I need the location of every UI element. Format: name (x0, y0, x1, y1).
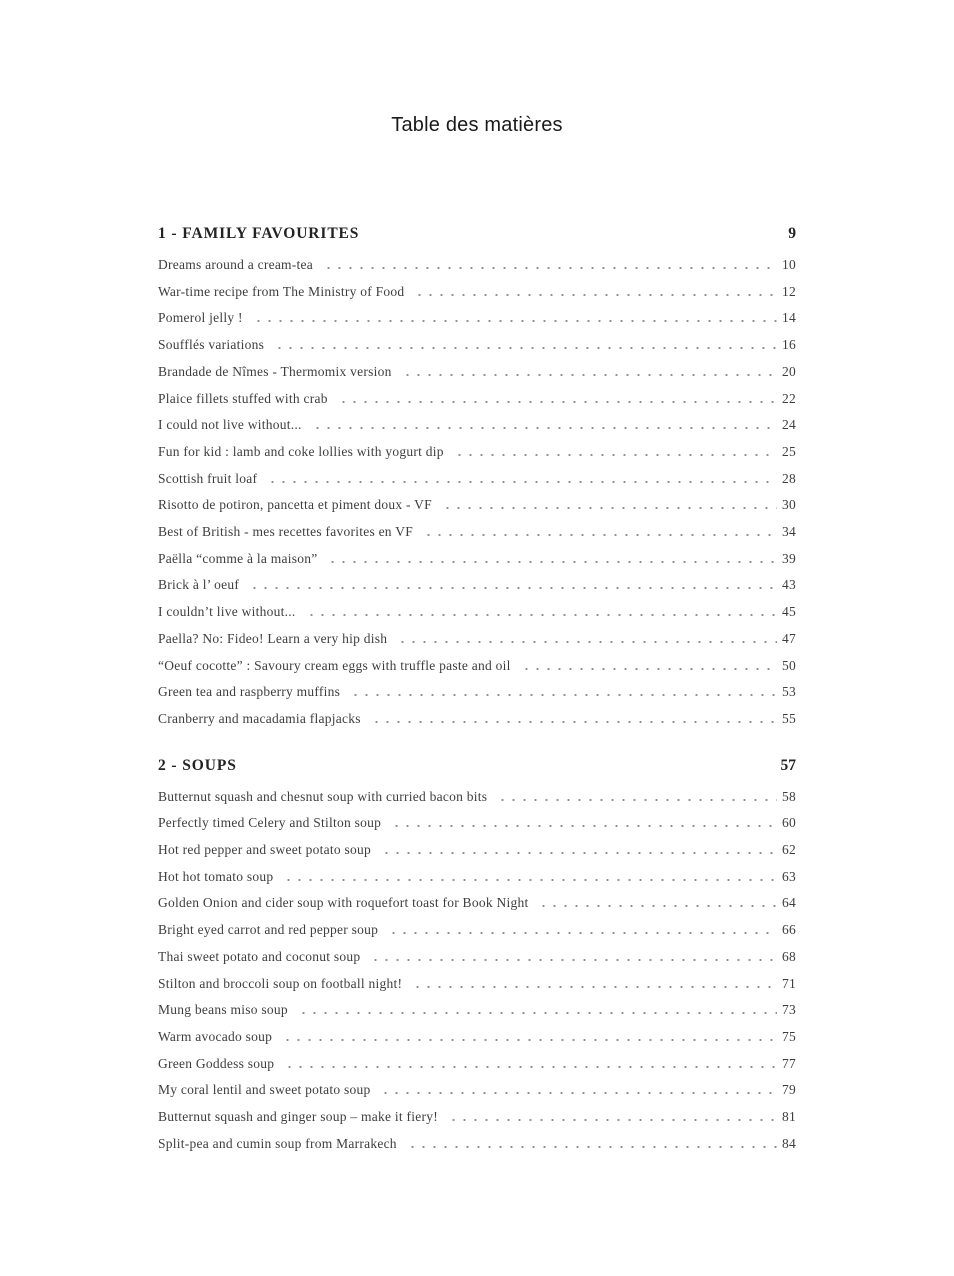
dot-leader (538, 905, 777, 907)
dot-leader (391, 825, 777, 827)
entry-title: War-time recipe from The Ministry of Food (158, 283, 405, 299)
dot-leader (282, 1039, 777, 1041)
toc-entry (158, 492, 796, 519)
entry-title: Bright eyed carrot and red pepper soup (158, 922, 379, 938)
toc-entry (158, 359, 796, 386)
section-title: 2 - SOUPS (158, 756, 237, 774)
entry-page-number: 50 (782, 657, 796, 673)
dot-leader (388, 932, 777, 934)
entry-title: Brick à l’ oeuf (158, 577, 240, 593)
toc-entry (158, 810, 796, 837)
toc-entry (158, 706, 796, 733)
entry-page-number: 43 (782, 577, 796, 593)
entry-title: Soufflés variations (158, 337, 265, 353)
entry-title: Split-pea and cumin soup from Marrakech (158, 1135, 397, 1151)
entry-title: Green tea and raspberry muffins (158, 684, 341, 700)
entry-title: Hot red pepper and sweet potato soup (158, 842, 371, 858)
entry-page-number: 63 (782, 868, 796, 884)
entry-page-number: 68 (782, 948, 796, 964)
entry-title: Fun for kid : lamb and coke lollies with yogurt dip (158, 443, 444, 459)
entry-page-number: 45 (782, 604, 796, 620)
section-header (158, 225, 796, 243)
entry-page-number: 84 (782, 1135, 796, 1151)
dot-leader (370, 959, 777, 961)
entry-title: “Oeuf cocotte” : Savoury cream eggs with truffle paste and oil (158, 657, 511, 673)
toc-entry (158, 653, 796, 680)
toc-entry (158, 917, 796, 944)
entry-page-number: 10 (782, 257, 796, 272)
entry-title: Butternut squash and chesnut soup with curried bacon bits (158, 788, 488, 804)
entry-page-number: 28 (782, 470, 796, 486)
toc-entry (158, 599, 796, 626)
entry-page-number: 62 (782, 842, 796, 858)
entry-title: Perfectly timed Celery and Stilton soup (158, 815, 382, 831)
toc-entry (158, 1131, 796, 1158)
toc-section (158, 225, 796, 733)
table-of-contents (158, 225, 796, 1158)
toc-entry (158, 519, 796, 546)
entry-page-number: 16 (782, 337, 796, 353)
dot-leader (284, 1066, 777, 1068)
entry-page-number: 24 (782, 417, 796, 433)
toc-entry (158, 944, 796, 971)
section-page-number: 9 (788, 225, 796, 242)
dot-leader (381, 852, 777, 854)
section-title: 1 - FAMILY FAVOURITES (158, 225, 360, 242)
entry-page-number: 73 (782, 1002, 796, 1018)
toc-entry (158, 997, 796, 1024)
entry-title: Stilton and broccoli soup on football night! (158, 975, 403, 991)
entry-page-number: 77 (782, 1055, 796, 1071)
entry-page-number: 71 (782, 975, 796, 991)
dot-leader (414, 294, 777, 296)
entry-page-number: 58 (782, 788, 796, 804)
dot-leader (323, 267, 777, 269)
dot-leader (298, 1012, 777, 1014)
entry-page-number: 64 (782, 895, 796, 911)
page-title: Table des matières (391, 114, 563, 136)
dot-leader (306, 614, 778, 616)
toc-entry (158, 466, 796, 493)
dot-leader (253, 320, 777, 322)
dot-leader (521, 668, 777, 670)
toc-entry (158, 279, 796, 306)
entry-page-number: 60 (782, 815, 796, 831)
dot-leader (442, 507, 777, 509)
dot-leader (338, 401, 777, 403)
entry-title: Golden Onion and cider soup with roquefort toast for Book Night (158, 895, 529, 911)
toc-entry (158, 626, 796, 653)
entry-page-number: 47 (782, 630, 796, 646)
dot-leader (380, 1092, 777, 1094)
toc-entry (158, 305, 796, 332)
dot-leader (497, 799, 777, 801)
entry-title: I could not live without... (158, 417, 302, 433)
dot-leader (312, 427, 777, 429)
toc-entry (158, 1051, 796, 1078)
dot-leader (407, 1146, 777, 1148)
dot-leader (371, 721, 777, 723)
entry-title: My coral lentil and sweet potato soup (158, 1082, 371, 1098)
entry-page-number: 30 (782, 497, 796, 513)
toc-entry (158, 837, 796, 864)
toc-entry (158, 412, 796, 439)
toc-entry (158, 572, 796, 599)
entry-title: Paëlla “comme à la maison” (158, 550, 318, 566)
entry-title: Thai sweet potato and coconut soup (158, 948, 361, 964)
dot-leader (397, 641, 777, 643)
toc-entry (158, 1024, 796, 1051)
entry-page-number: 55 (782, 710, 796, 726)
entry-title: Pomerol jelly ! (158, 310, 243, 326)
toc-entry (158, 546, 796, 573)
entry-title: Plaice fillets stuffed with crab (158, 390, 328, 406)
entry-page-number: 53 (782, 684, 796, 700)
section-page-number: 57 (780, 756, 796, 774)
toc-entry (158, 332, 796, 359)
section-header (158, 757, 796, 775)
dot-leader (454, 454, 777, 456)
entry-page-number: 75 (782, 1028, 796, 1044)
entry-page-number: 20 (782, 363, 796, 379)
entry-page-number: 39 (782, 550, 796, 566)
entry-title: I couldn’t live without... (158, 604, 296, 620)
dot-leader (267, 481, 777, 483)
entry-page-number: 25 (782, 443, 796, 459)
entry-title: Dreams around a cream-tea (158, 257, 314, 272)
dot-leader (283, 879, 777, 881)
dot-leader (448, 1119, 777, 1121)
entry-title: Green Goddess soup (158, 1055, 275, 1071)
dot-leader (402, 374, 777, 376)
entry-title: Butternut squash and ginger soup – make it fiery! (158, 1109, 438, 1125)
entry-title: Warm avocado soup (158, 1028, 273, 1044)
entry-title: Paella? No: Fideo! Learn a very hip dish (158, 630, 388, 646)
toc-content (158, 0, 796, 1158)
entry-title: Risotto de potiron, pancetta et piment doux - VF (158, 497, 432, 513)
entry-title: Best of British - mes recettes favorites en VF (158, 524, 413, 540)
entry-page-number: 12 (782, 283, 796, 299)
entry-title: Brandade de Nîmes - Thermomix version (158, 363, 392, 379)
toc-entry (158, 1077, 796, 1104)
dot-leader (274, 347, 777, 349)
toc-entry (158, 386, 796, 413)
dot-leader (327, 561, 777, 563)
toc-entry (158, 890, 796, 917)
entry-page-number: 34 (782, 524, 796, 540)
dot-leader (249, 587, 777, 589)
toc-section (158, 757, 796, 1158)
entry-title: Cranberry and macadamia flapjacks (158, 710, 361, 726)
entry-page-number: 66 (782, 922, 796, 938)
entry-title: Hot hot tomato soup (158, 868, 274, 884)
dot-leader (350, 694, 777, 696)
dot-leader (412, 986, 777, 988)
toc-entry (158, 439, 796, 466)
toc-entry (158, 784, 796, 811)
entry-page-number: 81 (782, 1109, 796, 1125)
entry-title: Scottish fruit loaf (158, 470, 258, 486)
entry-page-number: 79 (782, 1082, 796, 1098)
entry-page-number: 14 (782, 310, 796, 326)
toc-entry (158, 679, 796, 706)
toc-entry (158, 252, 796, 279)
toc-entry (158, 971, 796, 998)
entry-page-number: 22 (782, 390, 796, 406)
toc-entry (158, 864, 796, 891)
entry-title: Mung beans miso soup (158, 1002, 288, 1018)
toc-entry (158, 1104, 796, 1131)
dot-leader (423, 534, 777, 536)
